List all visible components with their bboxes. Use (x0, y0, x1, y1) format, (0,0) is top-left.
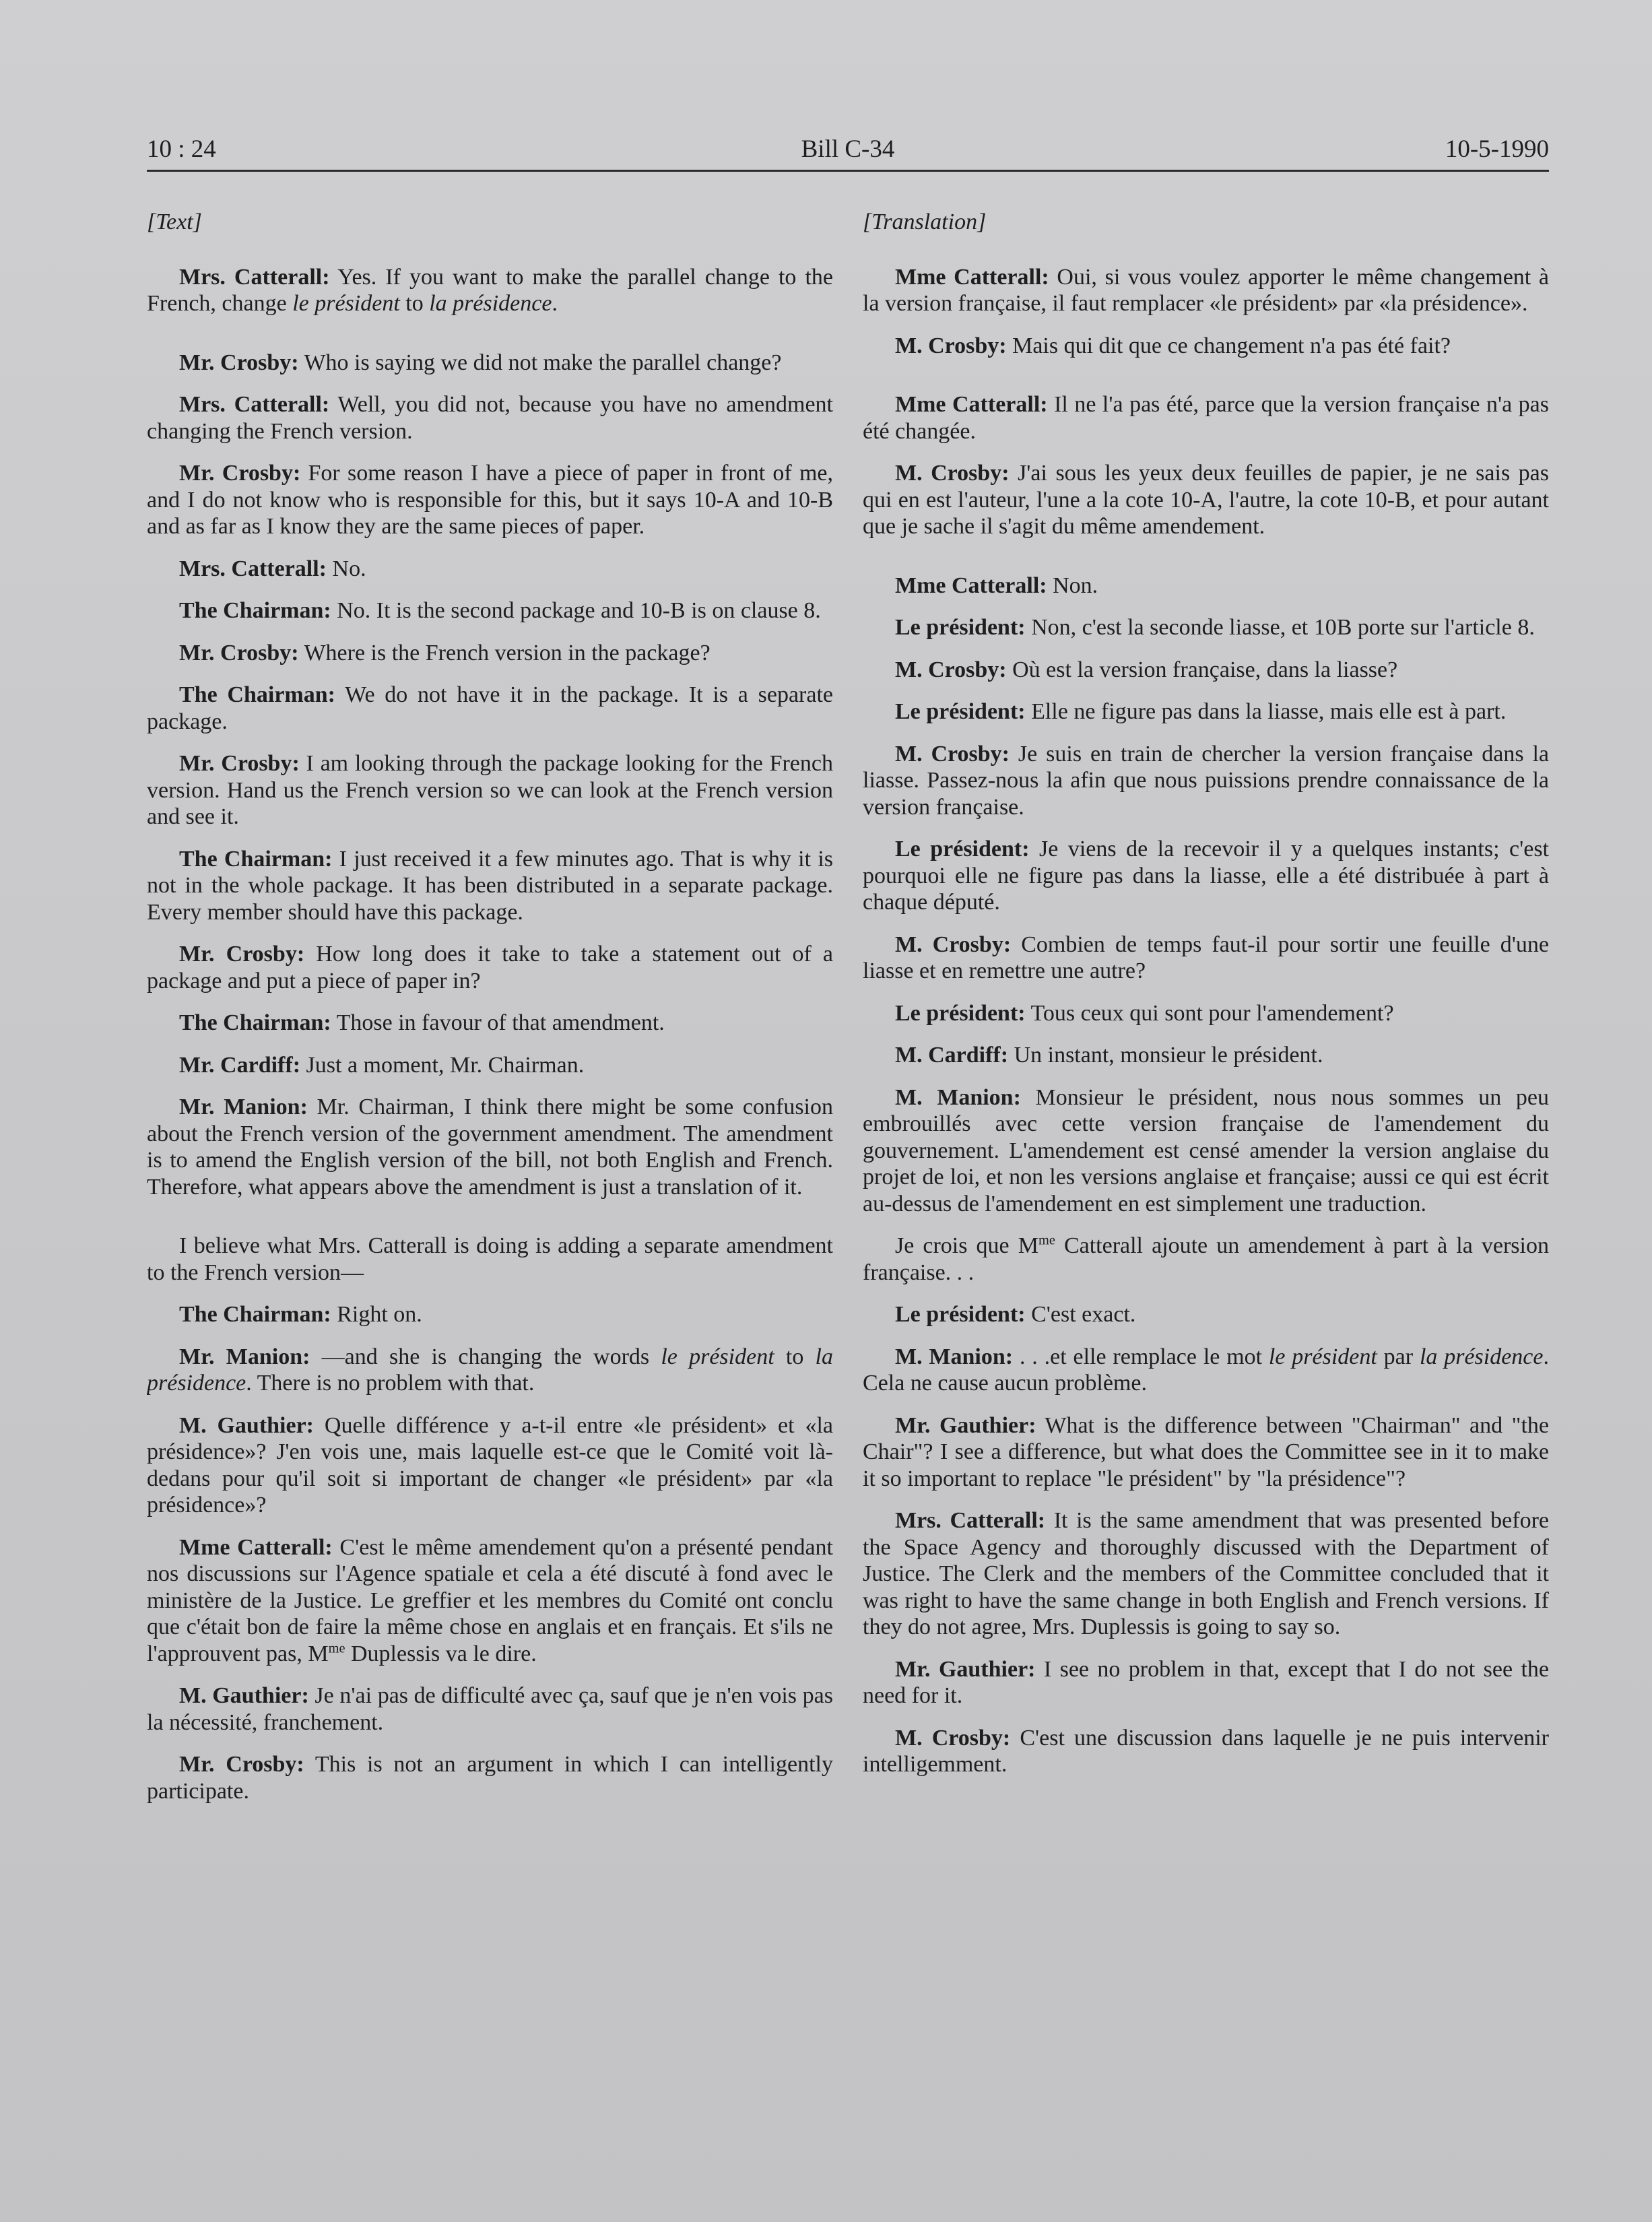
speaker: Mr. Crosby: (179, 942, 305, 967)
paragraph: I believe what Mrs. Catterall is doing is adding a separate amendment to the French version— (147, 1233, 833, 1285)
paragraph: Le président: C'est exact. (895, 1302, 1136, 1327)
paragraph: Mr. Crosby: I am looking through the package looking for the French version. Hand us the French version so we can look at the French version and see it. (147, 751, 833, 829)
paragraph: The Chairman: I just received it a few minutes ago. That is why it is not in the whole package. It has been distributed in a separate package. Every member should have this package. (147, 846, 833, 925)
paragraph: M. Manion: . . .et elle remplace le mot le président par la présidence. Cela ne cause aucun problème. (863, 1344, 1549, 1396)
paragraph: Mr. Manion: Mr. Chairman, I think there might be some confusion about the French version of the government amendment. The amendment is to amend the English version of the bill, not both English and French. Therefore, what appears above the amendment is just a translation of it. (147, 1094, 833, 1200)
speaker: Le président: (895, 699, 1026, 724)
speaker: Mr. Crosby: (179, 640, 299, 665)
paragraph: M. Gauthier: Quelle différence y a-t-il entre «le président» et «la présidence»? J'en vois une, mais laquelle est-ce que le Comité voit là-dedans pour qu'il soit si important de changer «le président» par «la présidence»? (147, 1412, 833, 1517)
paragraph: M. Crosby: Mais qui dit que ce changement n'a pas été fait? (895, 333, 1451, 358)
header-date: 10-5-1990 (1445, 135, 1549, 163)
speaker: Mme Catterall: (895, 264, 1049, 290)
speaker: M. Manion: (895, 1084, 1021, 1110)
paragraph: Mrs. Catterall: Yes. If you want to make the parallel change to the French, change le président to la présidence. (147, 264, 833, 316)
paragraph: The Chairman: Those in favour of that amendment. (179, 1010, 665, 1035)
paragraph: Le président: Je viens de la recevoir il y a quelques instants; c'est pourquoi elle ne figure pas dans la liasse, elle a été distribuée à part à chaque député. (863, 837, 1549, 915)
speaker: Mr. Gauthier: (895, 1412, 1036, 1438)
speaker: M. Manion: (895, 1344, 1014, 1369)
page-number: 10 : 24 (147, 135, 216, 163)
speaker: The Chairman: (179, 1302, 331, 1327)
speaker: Mr. Gauthier: (895, 1656, 1036, 1682)
speaker: M. Gauthier: (179, 1412, 315, 1438)
paragraph: M. Crosby: Où est la version française, dans la liasse? (895, 657, 1398, 682)
speaker: Mme Catterall: (895, 392, 1048, 417)
speaker: The Chairman: (179, 1010, 331, 1035)
paragraph: M. Crosby: Je suis en train de chercher la version française dans la liasse. Passez-nous la afin que nous puissions prendre connaissance de la version française. (863, 741, 1549, 820)
paragraph: Mr. Gauthier: What is the difference between "Chairman" and "the Chair"? I see a difference, but what does the Committee see in it to make it so important to replace "le président" by "la présidence"? (863, 1412, 1549, 1491)
paragraph: Mme Catterall: Non. (895, 573, 1098, 598)
paragraph: Mr. Crosby: This is not an argument in which I can intelligently participate. (147, 1752, 833, 1804)
paragraph: Mme Catterall: C'est le même amendement qu'on a présenté pendant nos discussions sur l'Agence spatiale et cela a été discuté à fond avec le ministère de la Justice. Le greffier et les membres du Comité ont conclu que c'était bon de faire la même chose en anglais et en français. Et s'ils ne l'approuvent pas, $M^{me}$ Duplessis va le dire. (147, 1534, 833, 1666)
paragraph: Mme Catterall: Oui, si vous voulez apporter le même changement à la version française, il faut remplacer «le président» par «la présidence». (863, 264, 1549, 316)
speaker: The Chairman: (179, 598, 331, 623)
paragraph: Mme Catterall: Il ne l'a pas été, parce que la version française n'a pas été changée. (863, 392, 1549, 444)
paragraph: Mr. Manion: —and she is changing the words le président to la présidence. There is no problem with that. (147, 1344, 833, 1396)
paragraph: Mr. Crosby: For some reason I have a piece of paper in front of me, and I do not know who is responsible for this, but it says 10-A and 10-B and as far as I know they are the same pieces of paper. (147, 461, 833, 539)
column-label: [Text] (147, 209, 202, 234)
speaker: Mr. Manion: (179, 1094, 308, 1119)
paragraph: The Chairman: No. It is the second package and 10-B is on clause 8. (179, 598, 821, 623)
speaker: Mr. Crosby: (179, 751, 300, 776)
paragraph: Mrs. Catterall: It is the same amendment that was presented before the Space Agency and thoroughly discussed with the Department of Justice. The Clerk and the members of the Committee concluded that it was right to have the same change in both English and French versions. If they do not agree, Mrs. Duplessis is going to say so. (863, 1508, 1549, 1639)
speaker: Le président: (895, 1000, 1026, 1026)
speaker: Le président: (895, 615, 1026, 640)
speaker: M. Crosby: (895, 461, 1010, 486)
paragraph: Mr. Crosby: How long does it take to take a statement out of a package and put a piece of paper in? (147, 942, 833, 993)
speaker: M. Crosby: (895, 1725, 1011, 1751)
speaker: The Chairman: (179, 846, 333, 872)
speaker: Mrs. Catterall: (895, 1508, 1046, 1533)
speaker: M. Crosby: (895, 657, 1007, 682)
speaker: Mme Catterall: (179, 1534, 333, 1560)
column-label: [Translation] (863, 209, 987, 234)
english-column (147, 209, 833, 2027)
speaker: Mrs. Catterall: (179, 264, 330, 290)
paragraph: Mrs. Catterall: No. (179, 556, 366, 581)
speaker: Mr. Crosby: (179, 350, 299, 375)
paragraph: The Chairman: Right on. (179, 1302, 422, 1327)
speaker: Le président: (895, 837, 1030, 861)
running-header (147, 133, 1549, 166)
header-title: Bill C-34 (801, 135, 895, 163)
paragraph: M. Gauthier: Je n'ai pas de difficulté avec ça, sauf que je n'en vois pas la nécessité, franchement. (147, 1683, 833, 1735)
paragraph: Mr. Cardiff: Just a moment, Mr. Chairman. (179, 1052, 585, 1078)
speaker: Le président: (895, 1302, 1026, 1327)
paragraph: Le président: Non, c'est la seconde liasse, et 10B porte sur l'article 8. (895, 615, 1535, 640)
paragraph: Je crois que $M^{me}$ Catterall ajoute un amendement à part à la version française. . . (863, 1233, 1549, 1285)
paragraph: Le président: Elle ne figure pas dans la liasse, mais elle est à part. (895, 699, 1507, 724)
speaker: Mr. Crosby: (179, 1752, 304, 1777)
paragraph: M. Crosby: Combien de temps faut-il pour sortir une feuille d'une liasse et en remettre une autre? (863, 932, 1549, 983)
speaker: The Chairman: (179, 682, 335, 707)
speaker: M. Crosby: (895, 932, 1012, 957)
speaker: M. Cardiff: (895, 1043, 1009, 1068)
paragraph: The Chairman: We do not have it in the package. It is a separate package. (147, 682, 833, 734)
speaker: Mrs. Catterall: (179, 556, 327, 581)
paragraph: M. Manion: Monsieur le président, nous nous sommes un peu embrouillés avec cette version française de l'amendement du gouvernement. L'amendement est censé amender la version anglaise du projet de loi, et non les versions anglaise et française; aussi ce qui est écrit au-dessus de l'amendement en est simplement une traduction. (863, 1084, 1549, 1216)
speaker: M. Crosby: (895, 333, 1007, 358)
speaker: Mr. Manion: (179, 1344, 310, 1369)
speaker: Mme Catterall: (895, 573, 1047, 598)
speaker: Mr. Crosby: (179, 461, 301, 486)
paragraph: Mr. Crosby: Where is the French version in the package? (179, 640, 711, 665)
speaker: M. Gauthier: (179, 1683, 309, 1708)
paragraph: M. Crosby: C'est une discussion dans laquelle je ne puis intervenir intelligemment. (863, 1725, 1549, 1777)
french-column (863, 209, 1549, 2027)
paragraph: Mr. Crosby: Who is saying we did not make the parallel change? (179, 350, 782, 375)
speaker: M. Crosby: (895, 741, 1010, 766)
header-rule (147, 170, 1549, 172)
paragraph: Le président: Tous ceux qui sont pour l'amendement? (895, 1000, 1394, 1026)
speaker: Mrs. Catterall: (179, 392, 330, 417)
paragraph: M. Crosby: J'ai sous les yeux deux feuilles de papier, je ne sais pas qui en est l'auteur, l'une a la cote 10-A, l'autre, la cote 10-B, et pour autant que je sache il s'agit du même amendement. (863, 461, 1549, 539)
paragraph: Mr. Gauthier: I see no problem in that, except that I do not see the need for it. (863, 1656, 1549, 1708)
paragraph: M. Cardiff: Un instant, monsieur le président. (895, 1043, 1323, 1068)
paragraph: Mrs. Catterall: Well, you did not, because you have no amendment changing the French version. (147, 392, 833, 444)
speaker: Mr. Cardiff: (179, 1052, 301, 1078)
